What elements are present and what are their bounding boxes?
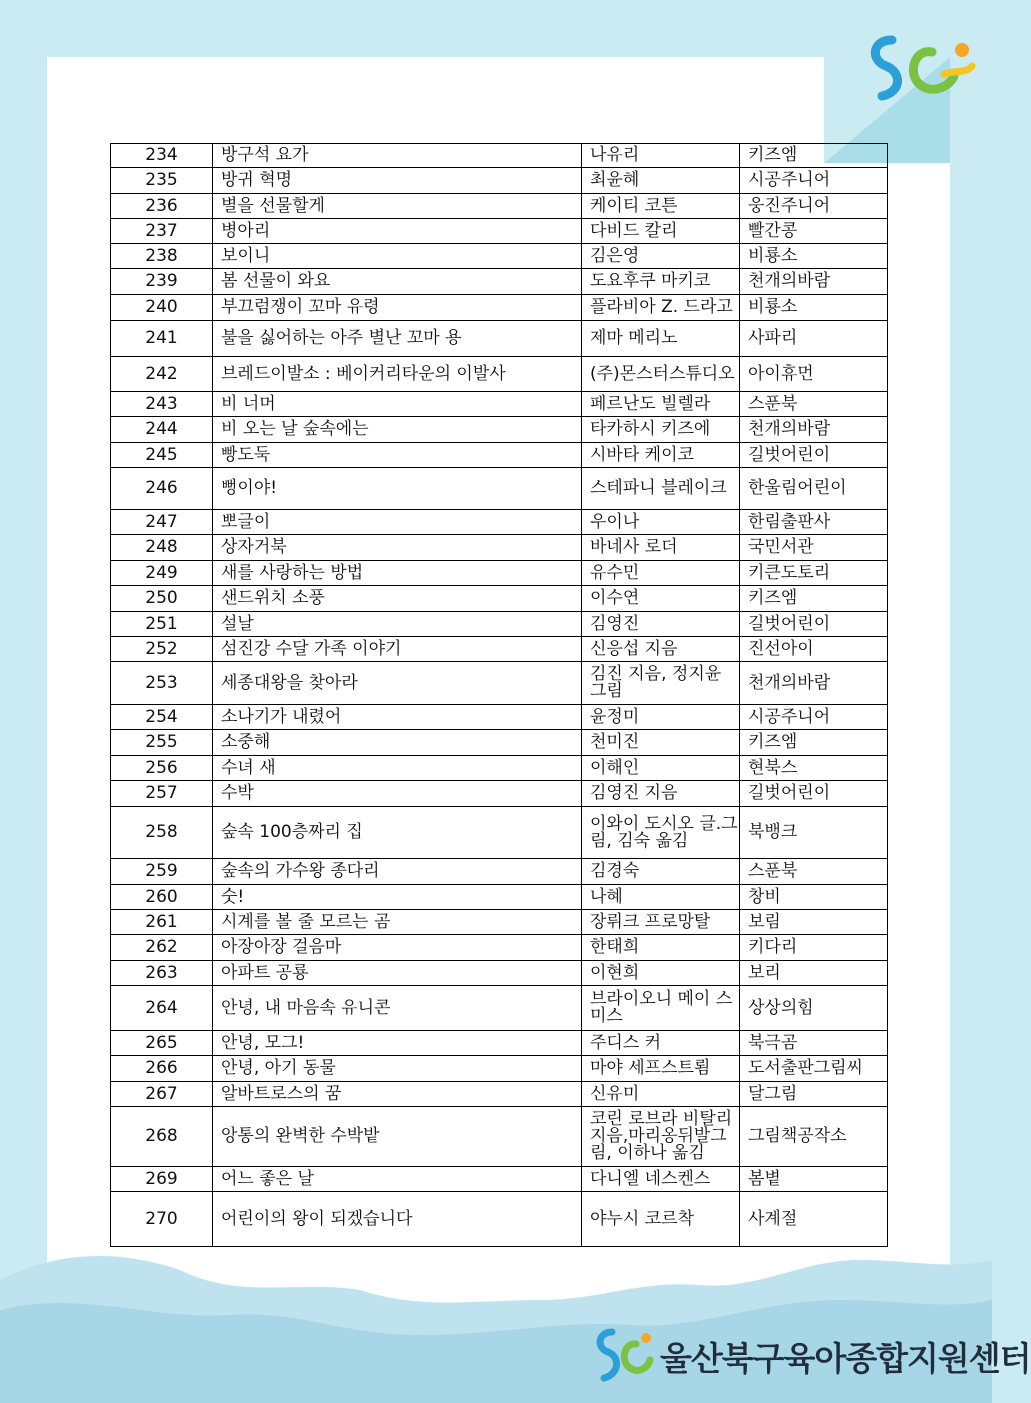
row-number: 245 [111,443,213,468]
book-author: 시바타 케이코 [582,443,740,468]
book-author: 유수민 [582,561,740,586]
row-number: 254 [111,705,213,730]
book-list-table [110,143,888,1247]
book-title: 시계를 볼 줄 모르는 곰 [213,910,582,935]
book-title: 아파트 공룡 [213,961,582,986]
row-number: 263 [111,961,213,986]
book-publisher: 스푼북 [740,859,888,885]
table-row [111,295,888,321]
row-number: 234 [111,144,213,168]
book-publisher: 길벗어린이 [740,612,888,637]
book-author: 천미진 [582,730,740,756]
row-number: 246 [111,468,213,510]
row-number: 258 [111,807,213,859]
book-publisher: 시공주니어 [740,705,888,730]
row-number: 260 [111,885,213,910]
book-publisher: 빨간콩 [740,219,888,244]
book-author: 코린 로브라 비탈리 지음,마리옹뒤발그림, 이하나 옮김 [582,1107,740,1167]
row-number: 237 [111,219,213,244]
book-title: 빵도둑 [213,443,582,468]
table-row [111,859,888,885]
book-publisher: 천개의바람 [740,269,888,295]
book-author: 스테파니 블레이크 [582,468,740,510]
table-row [111,586,888,612]
table-row [111,807,888,859]
center-logo-icon [862,30,980,106]
book-author: 페르난도 빌렐라 [582,392,740,417]
row-number: 250 [111,586,213,612]
book-author: 김진 지음, 정지윤 그림 [582,662,740,705]
row-number: 241 [111,321,213,357]
footer-org-name: 울산북구육아종합지원센터 [660,1338,1031,1378]
book-author: 김영진 지음 [582,781,740,807]
book-publisher: 키즈엠 [740,144,888,168]
row-number: 264 [111,986,213,1031]
table-row [111,535,888,561]
book-publisher: 키즈엠 [740,730,888,756]
table-row [111,468,888,510]
book-title: 안녕, 아기 동물 [213,1056,582,1082]
table-row [111,1192,888,1247]
book-publisher: 상상의힘 [740,986,888,1031]
table-row [111,705,888,730]
book-publisher: 비룡소 [740,295,888,321]
table-row [111,935,888,961]
book-title: 보이니 [213,244,582,269]
book-author: 제마 메리노 [582,321,740,357]
book-publisher: 웅진주니어 [740,194,888,219]
book-title: 세종대왕을 찾아라 [213,662,582,705]
book-author: 도요후쿠 마키코 [582,269,740,295]
book-publisher: 한림출판사 [740,510,888,535]
book-title: 소중해 [213,730,582,756]
book-title: 상자거북 [213,535,582,561]
book-publisher: 도서출판그림씨 [740,1056,888,1082]
row-number: 243 [111,392,213,417]
book-author: 마야 세프스트룀 [582,1056,740,1082]
book-title: 별을 선물할게 [213,194,582,219]
row-number: 270 [111,1192,213,1247]
book-title: 봄 선물이 와요 [213,269,582,295]
book-author: 나혜 [582,885,740,910]
book-author: 다비드 칼리 [582,219,740,244]
book-author: 이수연 [582,586,740,612]
book-publisher: 길벗어린이 [740,443,888,468]
book-publisher: 사계절 [740,1192,888,1247]
table-row [111,1056,888,1082]
book-author: 나유리 [582,144,740,168]
row-number: 239 [111,269,213,295]
table-row [111,910,888,935]
row-number: 235 [111,168,213,194]
table-row [111,168,888,194]
book-author: 한태희 [582,935,740,961]
row-number: 268 [111,1107,213,1167]
book-title: 수녀 새 [213,756,582,781]
row-number: 242 [111,357,213,392]
book-title: 어린이의 왕이 되겠습니다 [213,1192,582,1247]
table-row [111,756,888,781]
book-publisher: 봄볕 [740,1167,888,1192]
row-number: 257 [111,781,213,807]
table-row [111,1167,888,1192]
table-row [111,321,888,357]
table-row [111,1031,888,1056]
book-title: 아장아장 걸음마 [213,935,582,961]
row-number: 255 [111,730,213,756]
row-number: 266 [111,1056,213,1082]
book-publisher: 길벗어린이 [740,781,888,807]
book-title: 안녕, 모그! [213,1031,582,1056]
book-publisher: 북뱅크 [740,807,888,859]
table-row [111,244,888,269]
table-row [111,885,888,910]
book-title: 병아리 [213,219,582,244]
book-publisher: 한울림어린이 [740,468,888,510]
book-title: 부끄럼쟁이 꼬마 유령 [213,295,582,321]
table-row [111,1107,888,1167]
table-row [111,392,888,417]
book-title: 안녕, 내 마음속 유니콘 [213,986,582,1031]
book-author: 김은영 [582,244,740,269]
table-row [111,510,888,535]
book-title: 설날 [213,612,582,637]
book-title: 숫! [213,885,582,910]
table-row [111,443,888,468]
book-title: 새를 사랑하는 방법 [213,561,582,586]
book-title: 비 너머 [213,392,582,417]
book-title: 어느 좋은 날 [213,1167,582,1192]
book-publisher: 천개의바람 [740,662,888,705]
table-row [111,561,888,586]
book-publisher: 스푼북 [740,392,888,417]
row-number: 252 [111,637,213,662]
book-title: 브레드이발소 : 베이커리타운의 이발사 [213,357,582,392]
row-number: 262 [111,935,213,961]
row-number: 267 [111,1082,213,1107]
row-number: 249 [111,561,213,586]
book-author: 최윤혜 [582,168,740,194]
book-title: 수박 [213,781,582,807]
book-publisher: 사파리 [740,321,888,357]
book-publisher: 키다리 [740,935,888,961]
row-number: 247 [111,510,213,535]
book-publisher: 천개의바람 [740,417,888,443]
book-publisher: 진선아이 [740,637,888,662]
row-number: 236 [111,194,213,219]
row-number: 253 [111,662,213,705]
book-title: 샌드위치 소풍 [213,586,582,612]
book-author: 김경숙 [582,859,740,885]
table-row [111,357,888,392]
center-logo-icon [592,1324,656,1388]
row-number: 269 [111,1167,213,1192]
book-author: 이현희 [582,961,740,986]
book-publisher: 현북스 [740,756,888,781]
book-publisher: 그림책공작소 [740,1107,888,1167]
book-author: 다니엘 네스켄스 [582,1167,740,1192]
row-number: 238 [111,244,213,269]
book-title: 방귀 혁명 [213,168,582,194]
table-row [111,269,888,295]
table-row [111,1082,888,1107]
book-author: 플라비아 Z. 드라고 [582,295,740,321]
book-author: 타카하시 키즈에 [582,417,740,443]
book-title: 앙통의 완벽한 수박밭 [213,1107,582,1167]
book-author: 신응섭 지음 [582,637,740,662]
table-row [111,417,888,443]
book-publisher: 보림 [740,910,888,935]
book-publisher: 보리 [740,961,888,986]
book-title: 뽀글이 [213,510,582,535]
book-publisher: 국민서관 [740,535,888,561]
table-row [111,961,888,986]
book-publisher: 키큰도토리 [740,561,888,586]
row-number: 259 [111,859,213,885]
table-row [111,612,888,637]
table-row [111,194,888,219]
book-publisher: 북극곰 [740,1031,888,1056]
book-title: 방구석 요가 [213,144,582,168]
table-row [111,781,888,807]
book-title: 알바트로스의 꿈 [213,1082,582,1107]
book-author: 장뤼크 프로망탈 [582,910,740,935]
table-row [111,144,888,168]
book-publisher: 달그림 [740,1082,888,1107]
book-author: 케이티 코튼 [582,194,740,219]
book-title: 숲속의 가수왕 종다리 [213,859,582,885]
book-title: 비 오는 날 숲속에는 [213,417,582,443]
book-author: 브라이오니 메이 스미스 [582,986,740,1031]
row-number: 248 [111,535,213,561]
book-publisher: 시공주니어 [740,168,888,194]
book-author: 이와이 도시오 글.그림, 김숙 옮김 [582,807,740,859]
book-author: 주디스 커 [582,1031,740,1056]
book-author: 바네사 로더 [582,535,740,561]
book-title: 뻥이야! [213,468,582,510]
table-row [111,219,888,244]
book-author: 이해인 [582,756,740,781]
row-number: 244 [111,417,213,443]
book-title: 숲속 100층짜리 집 [213,807,582,859]
row-number: 261 [111,910,213,935]
book-title: 소나기가 내렸어 [213,705,582,730]
book-author: 야누시 코르착 [582,1192,740,1247]
book-publisher: 창비 [740,885,888,910]
table-row [111,637,888,662]
book-publisher: 아이휴먼 [740,357,888,392]
row-number: 256 [111,756,213,781]
book-publisher: 키즈엠 [740,586,888,612]
book-title: 불을 싫어하는 아주 별난 꼬마 용 [213,321,582,357]
row-number: 251 [111,612,213,637]
footer-logo [592,1322,1031,1390]
book-author: 김영진 [582,612,740,637]
book-author: 우이나 [582,510,740,535]
table-row [111,730,888,756]
book-publisher: 비룡소 [740,244,888,269]
book-title: 섬진강 수달 가족 이야기 [213,637,582,662]
book-author: 윤정미 [582,705,740,730]
book-author: 신유미 [582,1082,740,1107]
row-number: 265 [111,1031,213,1056]
book-author: (주)몬스터스튜디오 [582,357,740,392]
row-number: 240 [111,295,213,321]
table-row [111,986,888,1031]
table-row [111,662,888,705]
